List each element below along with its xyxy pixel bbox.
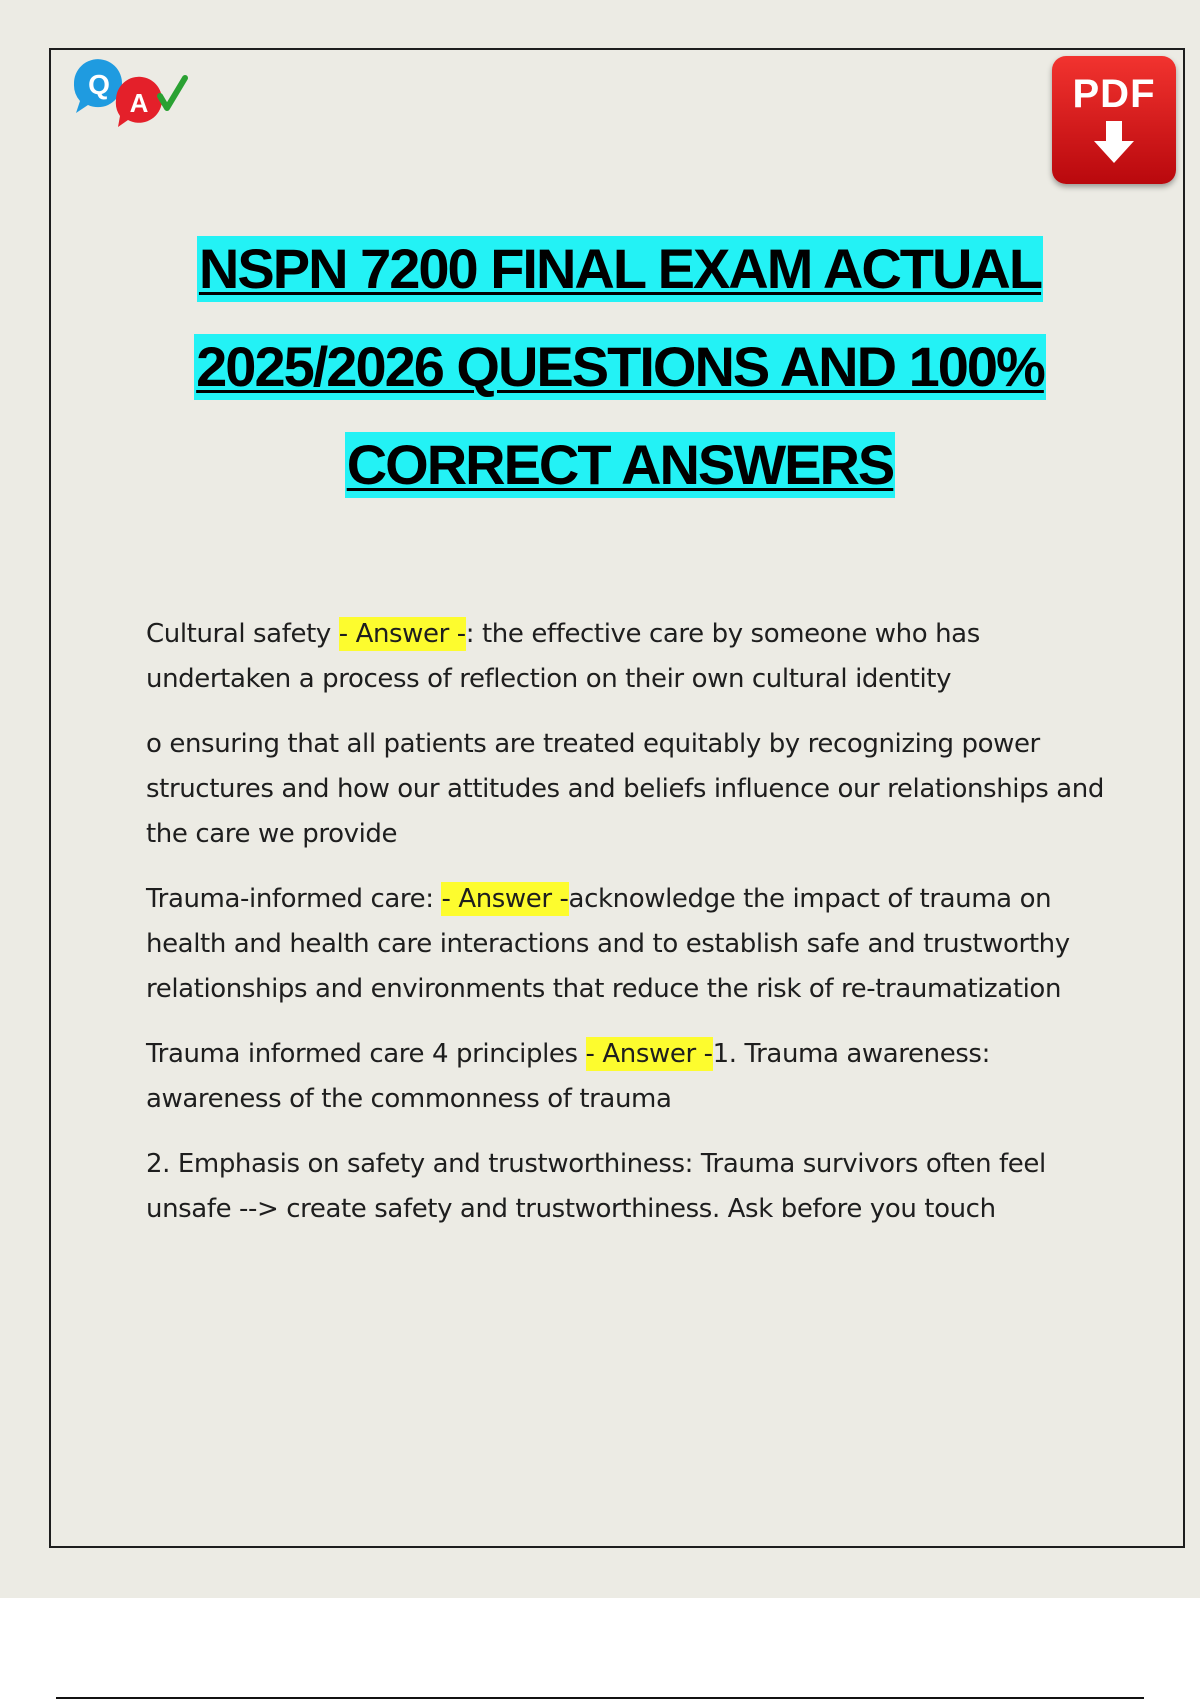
- entry-text: acknowledge the impact of trauma on health and health care interactions and to establish safe and trustworthy relationships and environments that reduce the risk of re-traumatization: [146, 884, 1070, 1004]
- pdf-label: PDF: [1072, 72, 1156, 116]
- entry-term: Trauma-informed care:: [146, 884, 442, 914]
- entry-text: 2. Emphasis on safety and trustworthiness: Trauma survivors often feel unsafe --> create safety and trustworthiness. Ask before you touch: [146, 1149, 1046, 1224]
- qa-logo-q-letter: Q: [88, 69, 110, 100]
- qa-logo-a-letter: A: [129, 88, 149, 118]
- entry-term: Trauma informed care 4 principles: [146, 1039, 586, 1069]
- entry-text: : the effective care by someone who has undertaken a process of reflection on their own cultural identity: [146, 619, 980, 694]
- qa-entry-cultural-safety: [146, 612, 1106, 702]
- qa-entry-trauma-informed-care: [146, 877, 1106, 1012]
- entry-term: Cultural safety: [146, 619, 339, 649]
- document-title: [80, 236, 1160, 530]
- title-line-3: CORRECT ANSWERS: [346, 433, 894, 496]
- qa-entry-four-principles: [146, 1032, 1106, 1122]
- qa-entry-continuation: [146, 722, 1106, 857]
- download-arrow-icon: [1092, 119, 1136, 165]
- qa-entry-continuation: [146, 1142, 1106, 1232]
- pdf-download-badge[interactable]: [1052, 56, 1176, 184]
- qa-content: [146, 612, 1106, 1252]
- answer-marker: - Answer -: [585, 1039, 713, 1069]
- answer-marker: - Answer -: [338, 619, 466, 649]
- entry-text: o ensuring that all patients are treated equitably by recognizing power structures and how our attitudes and beliefs influence our relationships and the care we provide: [146, 729, 1104, 849]
- qa-answer-check-icon: [68, 56, 194, 130]
- answer-marker: - Answer -: [441, 884, 569, 914]
- entry-text: 1. Trauma awareness: awareness of the commonness of trauma: [146, 1039, 990, 1114]
- title-line-1: NSPN 7200 FINAL EXAM ACTUAL: [198, 237, 1042, 300]
- footer-divider: [56, 1697, 1144, 1699]
- title-line-2: 2025/2026 QUESTIONS AND 100%: [196, 335, 1044, 398]
